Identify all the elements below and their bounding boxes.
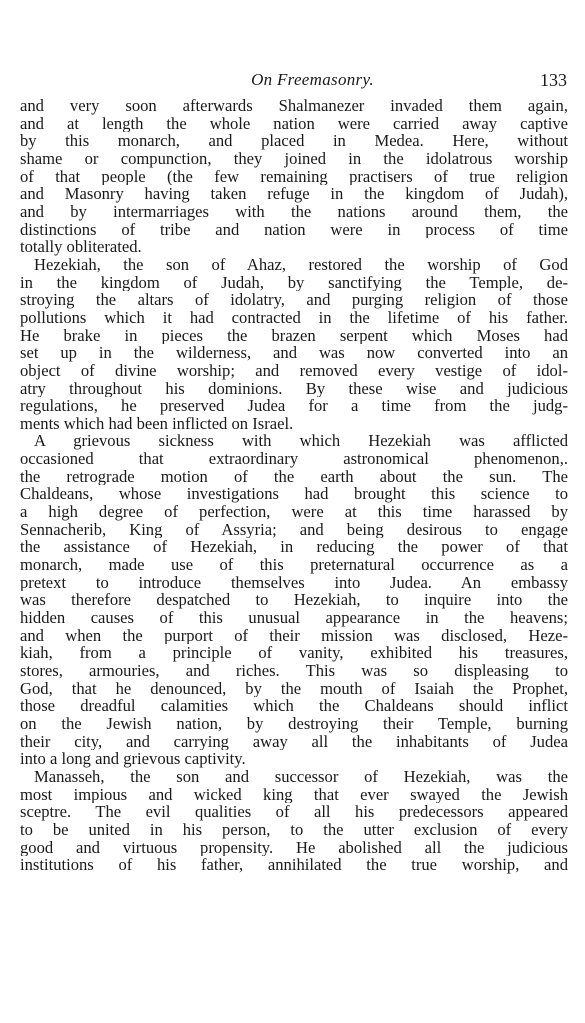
text-line: pollutions which it had contracted in the lifetime of his father. <box>20 308 568 327</box>
text-line: on the Jewish nation, by destroying their Temple, burning <box>20 714 568 733</box>
body-text <box>20 97 568 874</box>
text-line: atry throughout his dominions. By these wise and judicious <box>20 379 568 398</box>
text-line: monarch, made use of this preternatural occurrence as a <box>20 556 568 574</box>
text-line: sceptre. The evil qualities of all his predecessors appeared <box>20 803 568 821</box>
paragraph-end-line: into a long and grievous captivity. <box>20 750 246 768</box>
text-line: of that people (the few remaining practisers of true religion <box>20 167 568 186</box>
text-line: a high degree of perfection, were at this time harassed by <box>20 503 568 521</box>
text-line: and when the purport of their mission was disclosed, Heze- <box>20 626 568 645</box>
text-line: was therefore despatched to Hezekiah, to inquire into the <box>20 591 568 610</box>
text-line: and at length the whole nation were carried away captive <box>20 114 568 133</box>
text-line: set up in the wilderness, and was now converted into an <box>20 344 568 362</box>
text-line: and very soon afterwards Shalmanezer invaded them again, <box>20 97 568 115</box>
text-line: Sennacherib, King of Assyria; and being desirous to engage <box>20 520 568 539</box>
text-line: shame or compunction, they joined in the idolatrous worship <box>20 149 568 168</box>
paragraph-start-line: Hezekiah, the son of Ahaz, restored the worship of God <box>34 255 568 274</box>
paragraph-end-line: ments which had been inflicted on Israel. <box>20 414 294 433</box>
text-line: the assistance of Hezekiah, in reducing the power of that <box>20 538 568 557</box>
text-line: He brake in pieces the brazen serpent which Moses had <box>20 326 568 345</box>
paragraph-start-line: A grievous sickness with which Hezekiah was afflicted <box>34 432 568 451</box>
text-line: object of divine worship; and removed every vestige of idol- <box>20 361 568 380</box>
text-line: distinctions of tribe and nation were in process of time <box>20 220 568 239</box>
text-line: occasioned that extraordinary astronomical phenomenon,. <box>20 450 568 468</box>
paragraph-start-line: Manasseh, the son and successor of Hezekiah, was the <box>34 767 568 786</box>
paragraph-end-line: totally obliterated. <box>20 238 142 256</box>
text-line: stores, armouries, and riches. This was so displeasing to <box>20 662 568 680</box>
text-line: kiah, from a principle of vanity, exhibited his treasures, <box>20 644 568 662</box>
running-head <box>20 70 575 94</box>
text-line: those dreadful calamities which the Chaldeans should inflict <box>20 697 568 715</box>
text-line: regulations, he preserved Judea for a time from the judg- <box>20 397 568 415</box>
text-line: God, that he denounced, by the mouth of Isaiah the Prophet, <box>20 679 568 698</box>
text-line: by this monarch, and placed in Medea. Here, without <box>20 132 568 150</box>
text-line: to be united in his person, to the utter exclusion of every <box>20 820 568 839</box>
text-line: pretext to introduce themselves into Judea. An embassy <box>20 573 568 592</box>
text-line: Chaldeans, whose investigations had brought this science to <box>20 485 568 504</box>
text-line: and by intermarriages with the nations around them, the <box>20 202 568 221</box>
page-number: 133 <box>540 70 567 90</box>
text-line: the retrograde motion of the earth about the sun. The <box>20 467 568 486</box>
text-line: and Masonry having taken refuge in the kingdom of Judah), <box>20 185 568 203</box>
text-line: stroying the altars of idolatry, and purging religion of those <box>20 291 568 309</box>
text-line: their city, and carrying away all the inhabitants of Judea <box>20 732 568 751</box>
running-title: On Freemasonry. <box>251 70 374 89</box>
text-line: good and virtuous propensity. He abolished all the judicious <box>20 838 568 857</box>
text-line: in the kingdom of Judah, by sanctifying the Temple, de- <box>20 273 568 292</box>
text-line: most impious and wicked king that ever swayed the Jewish <box>20 785 568 804</box>
text-line: institutions of his father, annihilated the true worship, and <box>20 856 568 874</box>
text-line: hidden causes of this unusual appearance in the heavens; <box>20 609 568 627</box>
